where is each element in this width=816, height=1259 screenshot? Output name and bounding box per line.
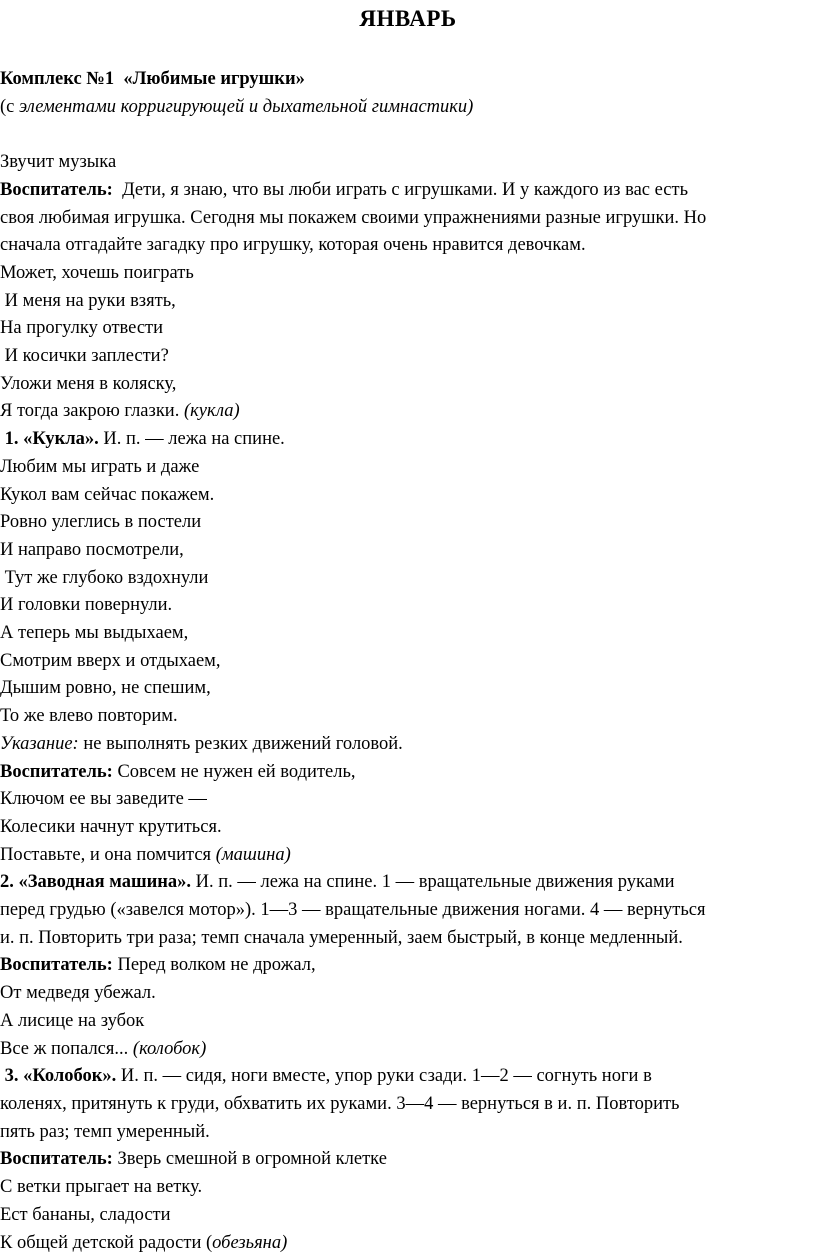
text-line [0,121,812,149]
text-line [0,1146,812,1174]
text-run: Звучит музыка [0,152,117,173]
text-line [0,1119,812,1147]
text-line [0,482,812,510]
text-line [0,509,812,537]
text-line [0,343,812,371]
text-run: сначала отгадайте загадку про игрушку, которая очень нравится девочкам. [0,235,586,256]
text-line [0,1091,812,1119]
bold-run: Воспитатель: [0,955,113,976]
text-line [0,786,812,814]
text-run: Дети, я знаю, что вы люби играть с игрушками. И у каждого из вас есть [112,179,689,200]
text-line [0,1174,812,1202]
text-run: Тут же глубоко вздохнули [0,567,209,588]
text-run: Зверь смешной в огромной клетке [112,1149,387,1170]
bold-run: Комплекс №1 «Любимые игрушки» [0,69,305,89]
text-line [0,288,812,316]
text-line [0,980,812,1008]
text-run: И. п. — сидя, ноги вместе, упор руки сзади. 1—2 — согнуть ноги в [116,1066,652,1087]
text-line [0,703,812,731]
text-run: Кукол вам сейчас покажем. [0,484,215,505]
text-line [0,260,812,288]
text-line [0,675,812,703]
bold-run: Воспитатель: [0,1149,113,1170]
italic-run: (колобок) [132,1038,207,1059]
text-run: С ветки прыгает на ветку. [0,1177,203,1198]
text-run: И меня на руки взять, [0,290,176,311]
text-run: Ключом ее вы заведите — [0,789,207,810]
text-run: перед грудью («завелся мотор»). 1—3 — вращательные движения ногами. 4 — вернуться [0,900,706,921]
text-run: И косички заплести? [0,346,169,367]
text-run: Перед волком не дрожал, [112,955,316,976]
text-run: То же влево повторим. [0,706,178,727]
text-run: Колесики начнут крутиться. [0,816,222,837]
text-line [0,759,812,787]
text-line [0,869,812,897]
text-run: и. п. Повторить три раза; темп сначала умеренный, заем быстрый, в конце медленный. [0,927,683,948]
text-line [0,952,812,980]
text-line [0,565,812,593]
text-run: Совсем не нужен ей водитель, [112,761,356,782]
text-line [0,94,812,122]
text-run: своя любимая игрушка. Сегодня мы покажем своими упражнениями разные игрушки. Но [0,207,707,228]
text-line [0,897,812,925]
text-line [0,426,812,454]
text-run: Ровно улеглись в постели [0,512,202,533]
text-line [0,315,812,343]
text-line [0,177,812,205]
text-line [0,842,812,870]
text-line [0,1036,812,1064]
text-line [0,814,812,842]
text-run: А теперь мы выдыхаем, [0,623,189,644]
text-run: И головки повернули. [0,595,173,616]
text-line [0,232,812,260]
text-line [0,592,812,620]
bold-run: 1. «Кукла». [0,429,99,450]
bold-run: Воспитатель: [0,761,113,782]
text-run: Любим мы играть и даже [0,456,200,477]
text-line [0,1008,812,1036]
text-run: Поставьте, и она помчится [0,844,216,865]
text-line [0,398,812,426]
text-line [0,925,812,953]
bold-run: 2. «Заводная машина». [0,872,192,893]
text-run: пять раз; темп умеренный. [0,1121,210,1142]
text-run: А лисице на зубок [0,1010,145,1031]
text-run: И. п. — лежа на спине. 1 — вращательные движения руками [191,872,675,893]
text-line [0,66,812,94]
text-run: Смотрим вверх и отдыхаем, [0,650,221,671]
text-run: К общей детской радости ( [0,1232,213,1253]
italic-run: (кукла) [183,401,240,422]
text-run: Может, хочешь поиграть [0,262,194,283]
text-line [0,620,812,648]
text-run: И. п. — лежа на спине. [98,429,285,450]
text-run: Все ж попался... [0,1038,133,1059]
text-run: Я тогда закрою глазки. [0,401,184,422]
text-run: (с [0,96,19,117]
text-run: От медведя убежал. [0,983,156,1004]
text-line [0,371,812,399]
text-line [0,648,812,676]
text-line [0,537,812,565]
text-line [0,149,812,177]
text-line [0,205,812,233]
text-line [0,1202,812,1230]
text-run: Дышим ровно, не спешим, [0,678,211,699]
text-line [0,731,812,759]
bold-run: 3. «Колобок». [0,1066,117,1087]
text-line [0,1063,812,1091]
text-run: коленях, притянуть к груди, обхватить их руками. 3—4 — вернуться в и. п. Повторить [0,1094,680,1114]
page-title: ЯНВАРЬ [359,6,457,31]
text-line [0,1230,812,1258]
bold-run: Воспитатель: [0,179,113,200]
text-run: И направо посмотрели, [0,539,184,560]
text-run: Уложи меня в коляску, [0,373,177,394]
italic-run: обезьяна) [212,1232,288,1253]
text-run: не выполнять резких движений головой. [78,733,403,754]
text-run: На прогулку отвести [0,318,164,339]
text-line [0,454,812,482]
text-run: Ест бананы, сладости [0,1204,171,1225]
italic-run: (машина) [215,844,291,865]
italic-run: элементами корригирующей и дыхательной гимнастики) [19,96,474,117]
document-body [0,66,812,1257]
italic-run: Указание: [0,733,79,754]
